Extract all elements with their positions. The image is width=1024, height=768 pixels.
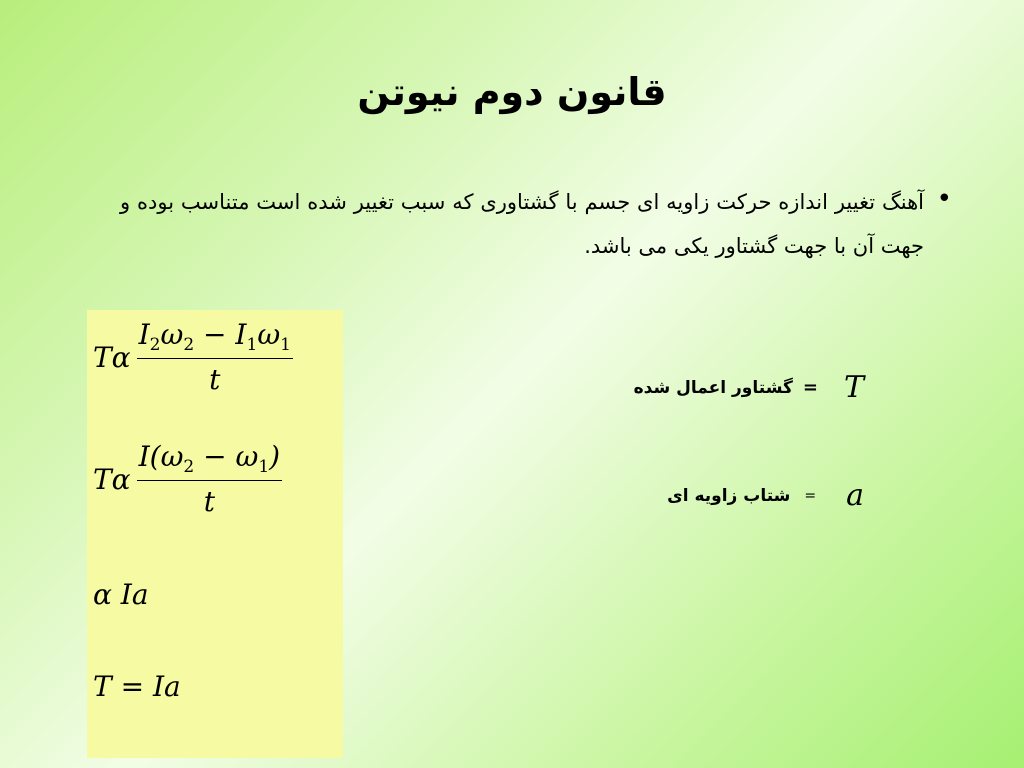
fraction-numerator: $I(\omega_2 - \omega_1)$ — [137, 440, 283, 481]
definition-torque — [634, 370, 864, 405]
bullet-marker: • — [936, 184, 952, 214]
equals-sign: = — [802, 377, 818, 398]
formula-box — [87, 310, 343, 758]
equals-sign: = — [804, 487, 817, 504]
label-torque: گشتاور اعمال شده — [633, 377, 793, 398]
slide-title: قانون دوم نیوتن — [357, 70, 667, 114]
formula-lhs: Tα — [93, 340, 131, 374]
formula-proportional: α Ia — [93, 578, 149, 611]
symbol-torque: T — [843, 370, 864, 405]
fraction-denominator: t — [209, 363, 221, 396]
label-angular-acceleration: شتاب زاویه ای — [667, 485, 791, 506]
fraction — [137, 440, 283, 518]
fraction — [137, 318, 293, 396]
fraction-numerator: $I_2\omega_2 - I_1\omega_1$ — [137, 318, 293, 359]
formula-lhs: Tα — [93, 462, 131, 496]
bullet-point — [120, 180, 960, 268]
fraction-denominator: t — [203, 485, 215, 518]
formula-torque-factored — [93, 440, 282, 518]
formula-equation: T = Ia — [93, 670, 181, 703]
formula-torque-momentum-change — [93, 318, 293, 396]
definition-angular-acceleration — [667, 478, 864, 513]
bullet-text: آهنگ تغییر اندازه حرکت زاویه ای جسم با گشتاوری که سبب تغییر شده است متناسب بوده و جهت آن با جهت گشتاور یکی می باشد. — [120, 190, 924, 258]
symbol-angular-acceleration: a — [846, 478, 864, 513]
